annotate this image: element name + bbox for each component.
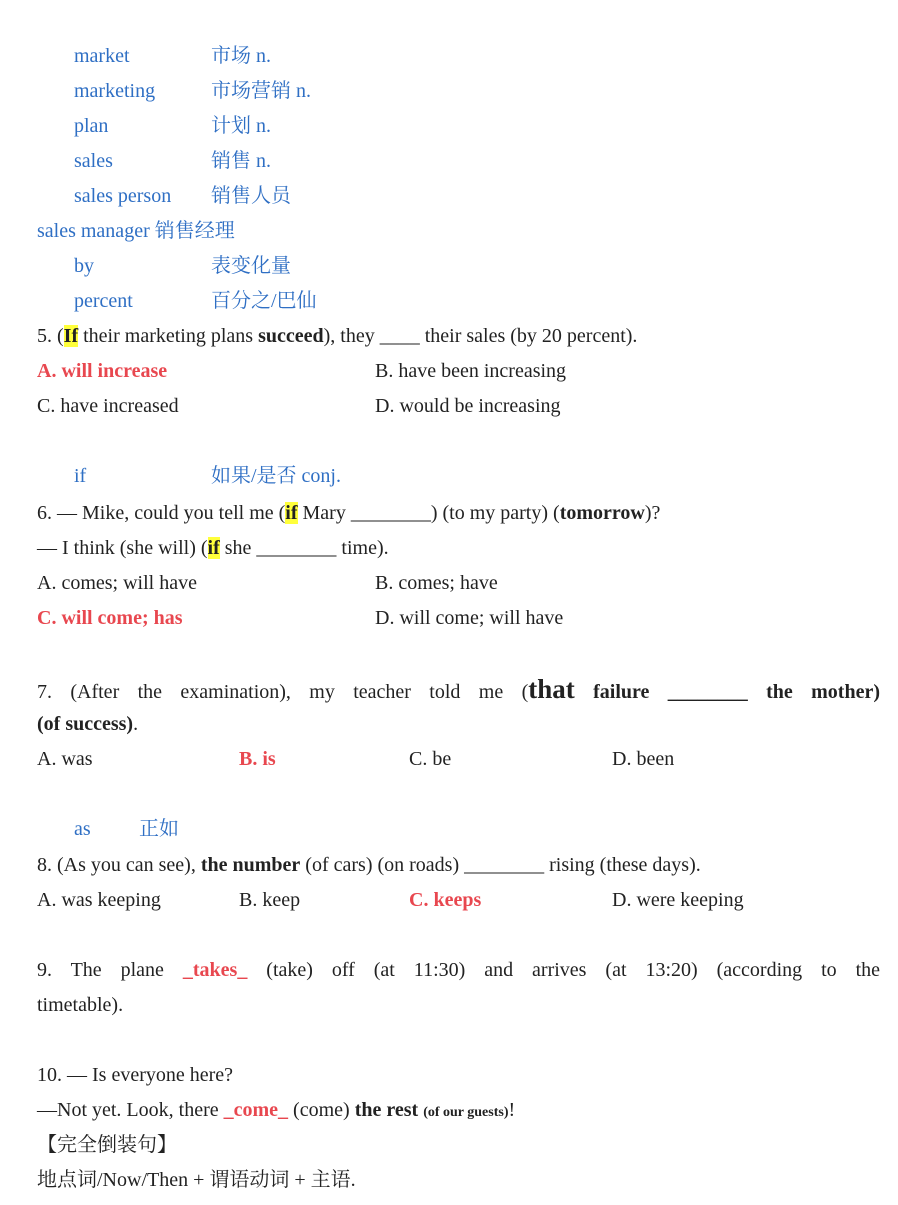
option-b[interactable]: B. keep bbox=[239, 889, 301, 911]
vocab-cn: 如果/是否 conj. bbox=[211, 465, 341, 487]
vocab-cn: 市场营销 n. bbox=[211, 80, 311, 102]
stem-text: 8. (As you can see), bbox=[37, 854, 201, 876]
question-stem bbox=[37, 323, 637, 349]
question-stem-line2: timetable). bbox=[37, 994, 124, 1016]
stem-text: — I think (she will) ( bbox=[37, 537, 208, 559]
vocab-cn: 销售人员 bbox=[211, 185, 291, 207]
stem-text: . bbox=[133, 713, 139, 735]
question-number: 5. ( bbox=[37, 325, 64, 347]
stem-text: Mary ________) (to my party) ( bbox=[297, 502, 560, 524]
option-c-correct[interactable]: C. keeps bbox=[409, 889, 482, 911]
vocab-en: marketing bbox=[74, 80, 156, 102]
vocab-cn: 百分之/巴仙 bbox=[211, 290, 317, 312]
vocab-en: percent bbox=[74, 290, 133, 312]
option-d[interactable]: D. would be increasing bbox=[375, 395, 561, 417]
stem-text: their marketing plans bbox=[78, 325, 259, 347]
vocab-en: plan bbox=[74, 115, 109, 137]
stem-text: ! bbox=[508, 1099, 516, 1121]
grammar-note-title: 【完全倒装句】 bbox=[37, 1134, 177, 1156]
stem-text: (of cars) (on roads) ________ rising (these days). bbox=[300, 854, 701, 876]
question-stem: 10. — Is everyone here? bbox=[37, 1064, 234, 1086]
option-a-correct[interactable]: A. will increase bbox=[37, 360, 168, 382]
option-a[interactable]: A. was keeping bbox=[37, 889, 161, 911]
option-c[interactable]: C. be bbox=[409, 748, 452, 770]
vocab-cn: 市场 n. bbox=[211, 45, 271, 67]
option-c-correct[interactable]: C. will come; has bbox=[37, 607, 183, 629]
stem-text: she ________ time). bbox=[219, 537, 389, 559]
question-stem-line2 bbox=[37, 711, 138, 737]
vocab-cn: 销售 n. bbox=[211, 150, 271, 172]
vocab-en: market bbox=[74, 45, 130, 67]
question-stem bbox=[37, 673, 880, 708]
answer-text: _come_ bbox=[223, 1099, 289, 1121]
vocab-item bbox=[37, 218, 235, 244]
vocab-cn: 计划 n. bbox=[211, 115, 271, 137]
stem-text: ), they ____ their sales (by 20 percent). bbox=[323, 325, 638, 347]
vocab-cn: 表变化量 bbox=[211, 255, 291, 277]
bold-phrase: (of our guests) bbox=[423, 1105, 509, 1120]
question-stem-line2 bbox=[37, 535, 389, 561]
option-b[interactable]: B. have been increasing bbox=[375, 360, 567, 382]
bold-keyword: succeed bbox=[258, 325, 324, 347]
highlighted-keyword: if bbox=[207, 537, 220, 559]
bold-keyword: the number bbox=[200, 854, 301, 876]
stem-text: (take) off (at 11:30) and arrives (at 13:20) (according to the bbox=[247, 959, 880, 981]
bold-keyword: tomorrow bbox=[559, 502, 645, 524]
vocab-en: sales manager bbox=[37, 220, 150, 242]
vocab-en: sales person bbox=[74, 185, 172, 207]
vocab-cn: 销售经理 bbox=[154, 220, 235, 242]
question-stem bbox=[37, 957, 880, 983]
stem-text: —Not yet. Look, there bbox=[37, 1099, 224, 1121]
vocab-en: if bbox=[74, 465, 87, 487]
vocab-en: as bbox=[74, 818, 91, 840]
option-d[interactable]: D. been bbox=[612, 748, 675, 770]
option-b[interactable]: B. comes; have bbox=[375, 572, 498, 594]
grammar-note-rule: 地点词/Now/Then + 谓语动词 + 主语. bbox=[37, 1169, 356, 1191]
answer-text: _takes_ bbox=[182, 959, 248, 981]
stem-text: 9. The plane bbox=[37, 959, 183, 981]
stem-text: 6. — Mike, could you tell me ( bbox=[37, 502, 286, 524]
bold-keyword: the rest bbox=[354, 1099, 419, 1121]
question-stem bbox=[37, 500, 660, 526]
stem-text: (come) bbox=[288, 1099, 355, 1121]
option-b-correct[interactable]: B. is bbox=[239, 748, 276, 770]
option-d[interactable]: D. were keeping bbox=[612, 889, 744, 911]
option-a[interactable]: A. was bbox=[37, 748, 93, 770]
stem-text: 7. (After the examination), my teacher told me ( bbox=[37, 681, 529, 703]
bold-clause: failure ________ the mother) bbox=[574, 681, 881, 703]
option-c[interactable]: C. have increased bbox=[37, 395, 179, 417]
bold-clause: (of success) bbox=[37, 713, 134, 735]
option-a[interactable]: A. comes; will have bbox=[37, 572, 197, 594]
vocab-en: by bbox=[74, 255, 94, 277]
highlighted-keyword: if bbox=[285, 502, 298, 524]
stem-text: )? bbox=[644, 502, 661, 524]
highlighted-keyword: If bbox=[63, 325, 79, 347]
bold-keyword: that bbox=[528, 674, 575, 704]
question-stem-line2 bbox=[37, 1097, 515, 1126]
question-stem bbox=[37, 852, 701, 878]
vocab-en: sales bbox=[74, 150, 113, 172]
option-d[interactable]: D. will come; will have bbox=[375, 607, 564, 629]
vocab-cn: 正如 bbox=[139, 818, 179, 840]
